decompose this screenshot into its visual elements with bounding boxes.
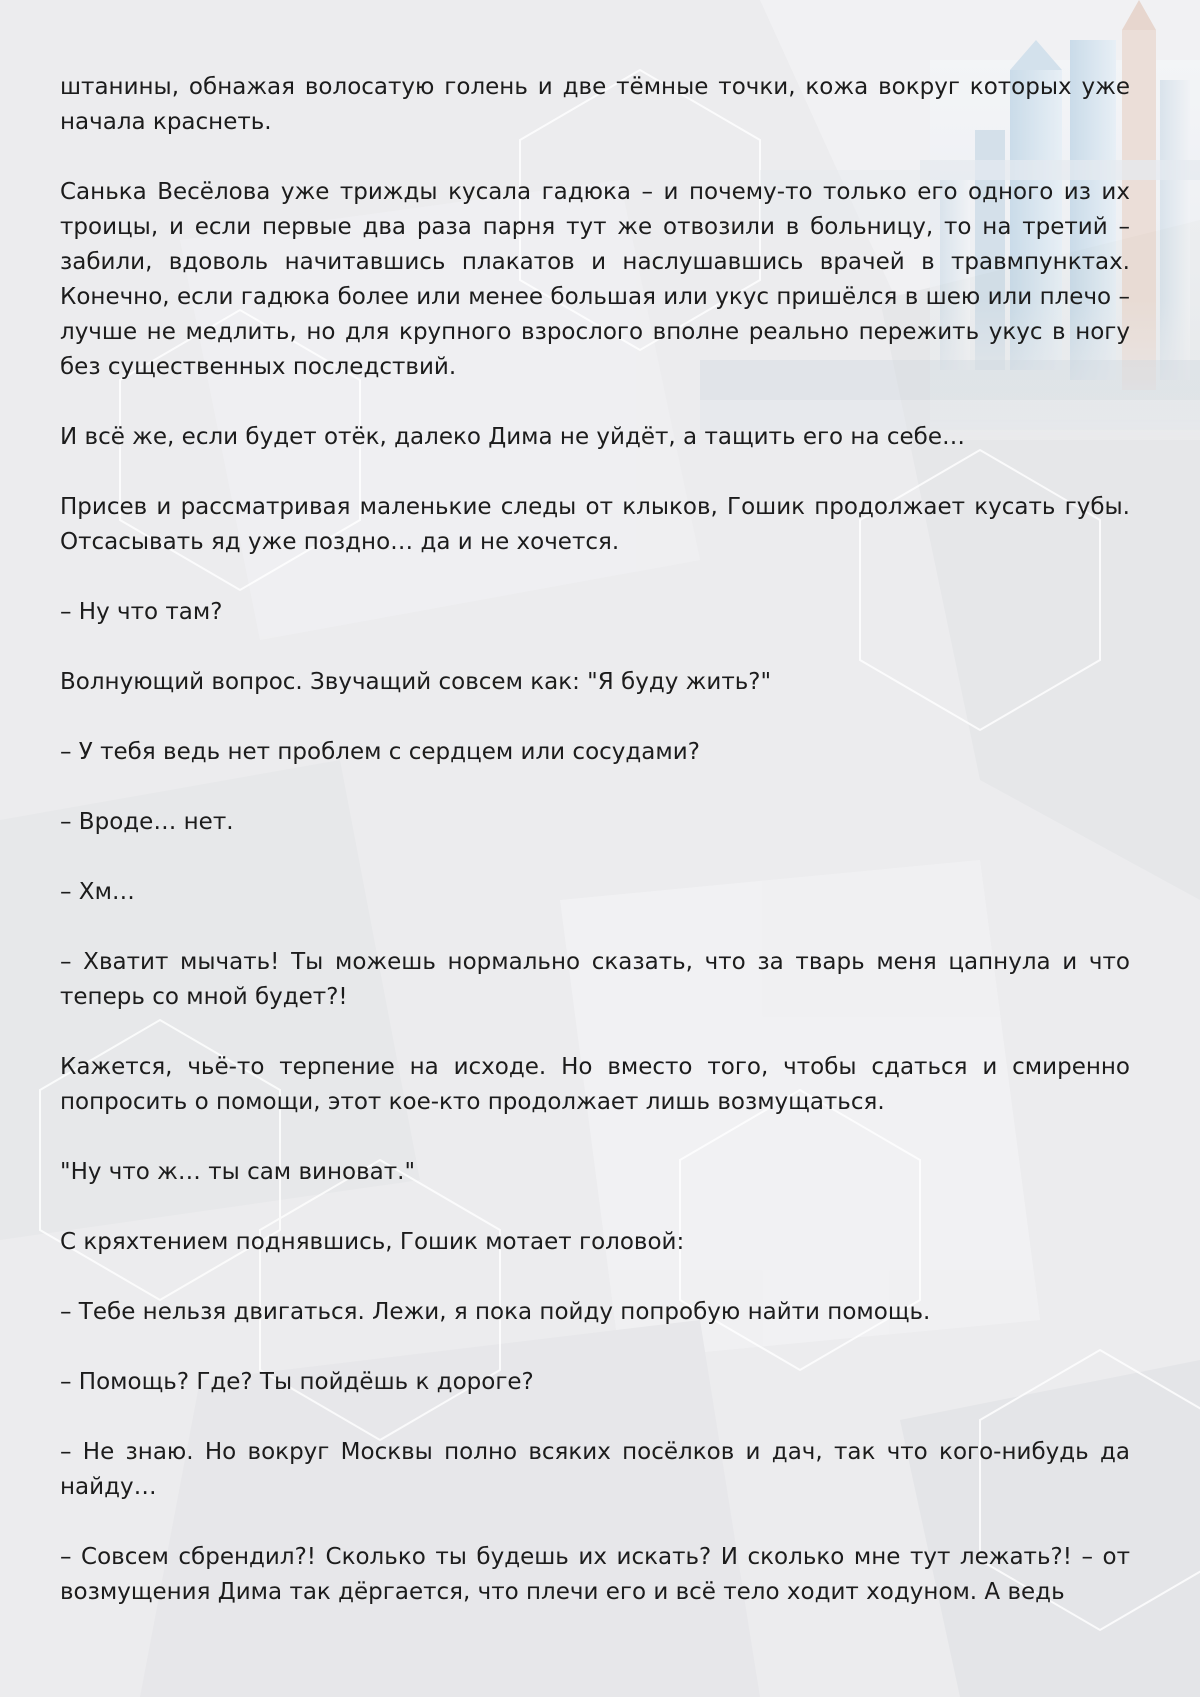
paragraph: И всё же, если будет отёк, далеко Дима не уйдёт, а тащить его на себе…: [60, 424, 966, 450]
dialogue-line: – Ну что там?: [60, 599, 223, 625]
document-page: [60, 70, 1130, 1610]
paragraph: "Ну что ж… ты сам виноват.": [60, 1159, 416, 1185]
dialogue-line: – Вроде… нет.: [60, 809, 234, 835]
paragraph: Кажется, чьё-то терпение на исходе. Но вместо того, чтобы сдаться и смиренно попросить о помощи, этот кое-кто продолжает лишь возмущаться.: [60, 1054, 1130, 1115]
dialogue-line: – Совсем сбрендил?! Сколько ты будешь их искать? И сколько мне тут лежать?! – от возмущения Дима так дёргается, что плечи его и всё тело ходит ходуном. А ведь: [60, 1544, 1130, 1605]
dialogue-line: – Хм…: [60, 879, 135, 905]
paragraph: Волнующий вопрос. Звучащий совсем как: "Я буду жить?": [60, 669, 772, 695]
paragraph: Санька Весёлова уже трижды кусала гадюка – и почему-то только его одного из их троицы, и если первые два раза парня тут же отвозили в больницу, то на третий – забили, вдоволь начитавшись плакатов и наслушавшись врачей в травмпунктах. Конечно, если гадюка более или менее большая или укус пришёлся в шею или плечо – лучше не медлить, но для крупного взрослого вполне реально пережить укус в ногу без существенных последствий.: [60, 179, 1130, 380]
dialogue-line: – Тебе нельзя двигаться. Лежи, я пока пойду попробую найти помощь.: [60, 1299, 931, 1325]
dialogue-line: – Помощь? Где? Ты пойдёшь к дороге?: [60, 1369, 534, 1395]
paragraph: Присев и рассматривая маленькие следы от клыков, Гошик продолжает кусать губы. Отсасывать яд уже поздно… да и не хочется.: [60, 494, 1130, 555]
dialogue-line: – Не знаю. Но вокруг Москвы полно всяких посёлков и дач, так что кого-нибудь да найду…: [60, 1439, 1130, 1500]
paragraph: С кряхтением поднявшись, Гошик мотает головой:: [60, 1229, 685, 1255]
paragraph: штанины, обнажая волосатую голень и две тёмные точки, кожа вокруг которых уже начала краснеть.: [60, 74, 1130, 135]
dialogue-line: – У тебя ведь нет проблем с сердцем или сосудами?: [60, 739, 700, 765]
dialogue-line: – Хватит мычать! Ты можешь нормально сказать, что за тварь меня цапнула и что теперь со мной будет?!: [60, 949, 1130, 1010]
